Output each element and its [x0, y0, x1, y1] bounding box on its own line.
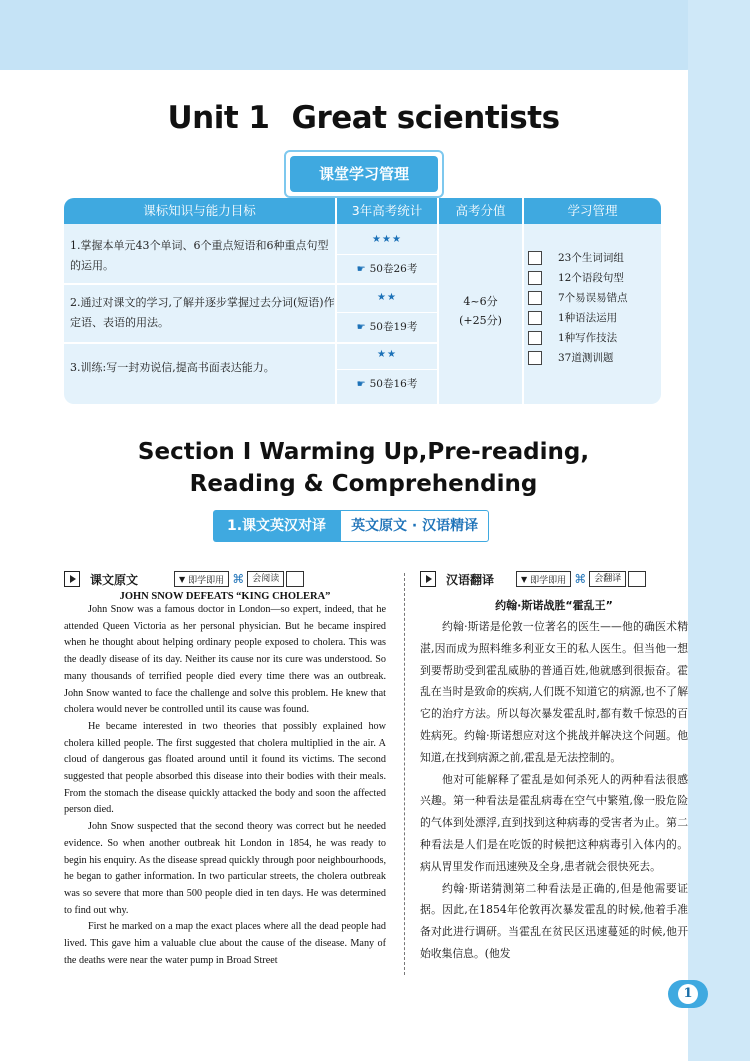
cell-divider [337, 254, 437, 255]
translation-tag-sub: 英文原文 · 汉语精译 [340, 510, 489, 542]
section-title [0, 436, 727, 500]
check-box[interactable] [286, 571, 304, 587]
row-divider [64, 342, 437, 344]
checkbox[interactable] [528, 291, 542, 305]
side-band [688, 0, 750, 1061]
checkbox[interactable] [528, 271, 542, 285]
chinese-title: 约翰·斯诺战胜“霍乱王” [495, 599, 613, 612]
score-range: 4~6分 [463, 295, 498, 308]
goal-1: 1.掌握本单元43个单词、6个重点短语和6种重点句型的运用。 [70, 239, 329, 272]
english-paragraph: He became interested in two theories that possibly explained how cholera killed people. The first suggested that cholera multiplied in the air. A cloud of dangerous gas floated around until it found its victims. The second suggested that people absorbed this disease into their bodies with their meals. From the stomach the disease quickly attacked the body and soon the affected person died. [64, 720, 386, 816]
english-text [64, 591, 386, 969]
stars-3: ★★ [377, 349, 397, 360]
study-list [528, 248, 628, 368]
score-bonus: (+25分) [459, 314, 502, 327]
dropdown-icon: ▼ [179, 574, 186, 584]
papers-3: ☛ 50卷16考 [356, 378, 418, 390]
header-study: 学习管理 [524, 198, 661, 224]
stars-2: ★★ [377, 292, 397, 303]
practice-control[interactable]: ▼ 即学即用 [174, 571, 229, 587]
row-divider [64, 283, 437, 285]
study-item[interactable]: 1种写作技法 [528, 328, 628, 348]
study-item[interactable]: 7个易误易错点 [528, 288, 628, 308]
cell-divider [337, 369, 437, 370]
knot-icon: ⌘ [574, 572, 587, 586]
translation-tag [213, 510, 489, 542]
management-table [64, 198, 661, 404]
chinese-paragraph: 他对可能解释了霍乱是如何杀死人的两种看法很感兴趣。第一种看法是霍乱病毒在空气中繁殖,像一股危险的气体到处漂浮,直到找到这种病毒的受害者为止。第二种看法是人们是在吃饭的时候把这种病毒引入体内的。病从胃里发作而迅速殃及全身,患者就会很快死去。 [420, 772, 688, 873]
checkbox[interactable] [528, 331, 542, 345]
checkbox[interactable] [528, 311, 542, 325]
unit-label: Unit 1 [167, 100, 270, 136]
header-band [0, 0, 712, 70]
score [439, 292, 522, 330]
stars-1: ★★★ [372, 234, 402, 245]
papers-2: ☛ 50卷19考 [356, 321, 418, 333]
checkbox[interactable] [528, 351, 542, 365]
page-number: 1 [668, 980, 708, 1008]
column-divider [522, 198, 524, 404]
translation-tag-main: 1.课文英汉对译 [213, 510, 340, 542]
study-item[interactable]: 12个语段句型 [528, 268, 628, 288]
dropdown-icon: ▼ [521, 574, 528, 584]
header-score: 高考分值 [439, 198, 522, 224]
practice-control[interactable]: ▼ 即学即用 [516, 571, 571, 587]
arrow-icon: ☛ [356, 379, 366, 390]
play-icon [64, 571, 80, 587]
papers-1: ☛ 50卷26考 [356, 263, 418, 275]
right-column-header [420, 571, 646, 587]
unit-title [0, 100, 727, 136]
left-column-label: 课文原文 [90, 572, 139, 587]
cell-divider [337, 312, 437, 313]
check-box[interactable] [628, 571, 646, 587]
arrow-icon: ☛ [356, 264, 366, 275]
skill-control[interactable]: 会翻译 [589, 571, 626, 587]
study-item[interactable]: 1种语法运用 [528, 308, 628, 328]
management-tag: 课堂学习管理 [290, 156, 438, 192]
checkbox[interactable] [528, 251, 542, 265]
unit-heading: Great scientists [291, 100, 560, 136]
study-item[interactable]: 37道测训题 [528, 348, 628, 368]
goal-3: 3.训练:写一封劝说信,提高书面表达能力。 [70, 361, 275, 374]
section-line-2: Reading & Comprehending [189, 471, 538, 497]
column-divider [404, 573, 405, 975]
right-column-label: 汉语翻译 [446, 572, 495, 587]
skill-control[interactable]: 会阅读 [247, 571, 284, 587]
english-title: JOHN SNOW DEFEATS “KING CHOLERA” [119, 591, 331, 602]
knot-icon: ⌘ [232, 572, 245, 586]
left-column-header [64, 571, 304, 587]
english-paragraph: John Snow suspected that the second theory was correct but he needed evidence. So when another outbreak hit London in 1854, he was ready to begin his enquiry. As the disease spread quickly through poor neighbourhoods, he began to gather information. In two particular streets, the cholera outbreak was so severe that more than 500 people died in ten days. He was determined to find out why. [64, 821, 386, 916]
arrow-icon: ☛ [356, 322, 366, 333]
study-item[interactable]: 23个生词词组 [528, 248, 628, 268]
goal-2: 2.通过对课文的学习,了解并逐步掌握过去分词(短语)作定语、表语的用法。 [70, 296, 335, 329]
english-paragraph: First he marked on a map the exact places where all the dead people had lived. This gave him a valuable clue about the cause of the disease. Many of the deaths were near the water pump in Broad Street [64, 921, 386, 966]
play-icon [420, 571, 436, 587]
header-goals: 课标知识与能力目标 [64, 198, 335, 224]
chinese-paragraph: 约翰·斯诺猜测第二种看法是正确的,但是他需要证据。因此,在1854年伦敦再次暴发霍乱的时候,他着手准备对此进行调研。当霍乱在贫民区迅速蔓延的时候,他开始收集信息。(他发 [420, 881, 688, 960]
section-line-1: Section Ⅰ Warming Up,Pre-reading, [137, 439, 590, 465]
chinese-paragraph: 约翰·斯诺是伦敦一位著名的医生——他的确医术精湛,因而成为照料维多利亚女王的私人医生。但当他一想到要帮助受到霍乱威胁的普通百姓,他就感到很振奋。霍乱在当时是致命的疾病,人们既不知道它的病源,也不了解它的治疗方法。所以每次暴发霍乱时,都有数千惊恐的百姓病死。约翰·斯诺想应对这个挑战并解决这个问题。他知道,在找到病源之前,霍乱是无法控制的。 [420, 620, 688, 764]
chinese-text [420, 596, 688, 965]
header-stats: 3年高考统计 [337, 198, 437, 224]
english-paragraph: John Snow was a famous doctor in London—so expert, indeed, that he attended Queen Victoria as her personal physician. But he became inspired when he thought about helping ordinary people exposed to cholera. This was the deadly disease of its day. Neither its cause nor its cure was understood. So many thousands of terrified people died every time there was an outbreak. John Snow wanted to face the challenge and solve this problem. He knew that cholera would never be controlled until its cause was found. [64, 604, 386, 716]
